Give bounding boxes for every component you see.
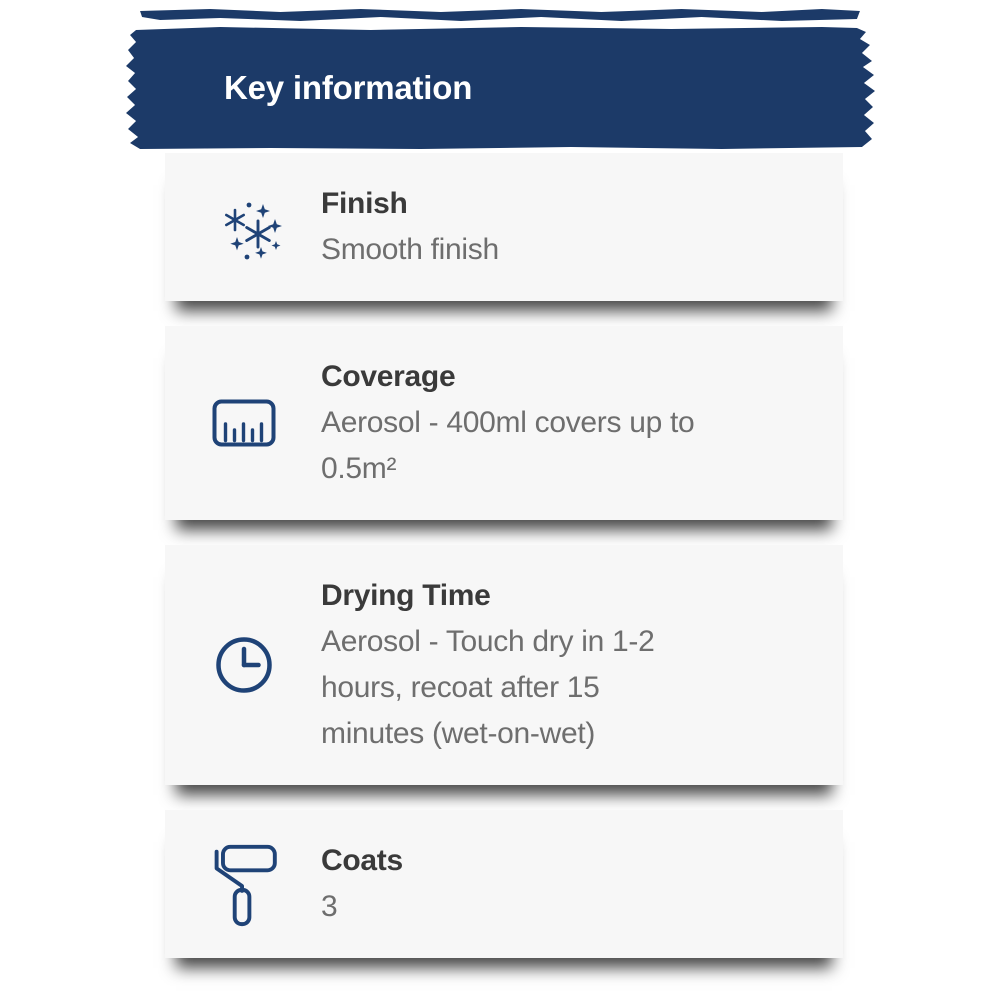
card-value: 3: [321, 890, 338, 923]
card-title: Drying Time: [321, 579, 491, 612]
card-title: Finish: [321, 187, 408, 220]
card-value: Smooth finish: [321, 233, 499, 266]
coats-card: [165, 810, 843, 958]
ruler-icon: [205, 399, 283, 447]
card-title: Coats: [321, 844, 403, 877]
key-information-cards: [165, 153, 843, 983]
card-value-line: 0.5m²: [321, 452, 397, 485]
sparkle-snowflake-icon: [205, 191, 283, 263]
panel-title: Key information: [224, 69, 473, 106]
coverage-card-text: [321, 354, 694, 492]
paint-roller-icon: [205, 839, 283, 929]
card-value-line: hours, recoat after 15: [321, 671, 600, 704]
coats-card-text: [321, 838, 403, 930]
drying-time-card-text: [321, 573, 654, 757]
coverage-card: [165, 326, 843, 520]
finish-card: [165, 153, 843, 301]
card-title: Coverage: [321, 360, 456, 393]
card-value-line: minutes (wet-on-wet): [321, 717, 596, 750]
card-value-line: Aerosol - 400ml covers up to: [321, 406, 695, 439]
finish-card-text: [321, 181, 499, 273]
clock-icon: [205, 635, 283, 695]
card-value-line: Aerosol - Touch dry in 1-2: [321, 625, 655, 658]
drying-time-card: [165, 545, 843, 785]
key-information-header: [120, 8, 882, 154]
